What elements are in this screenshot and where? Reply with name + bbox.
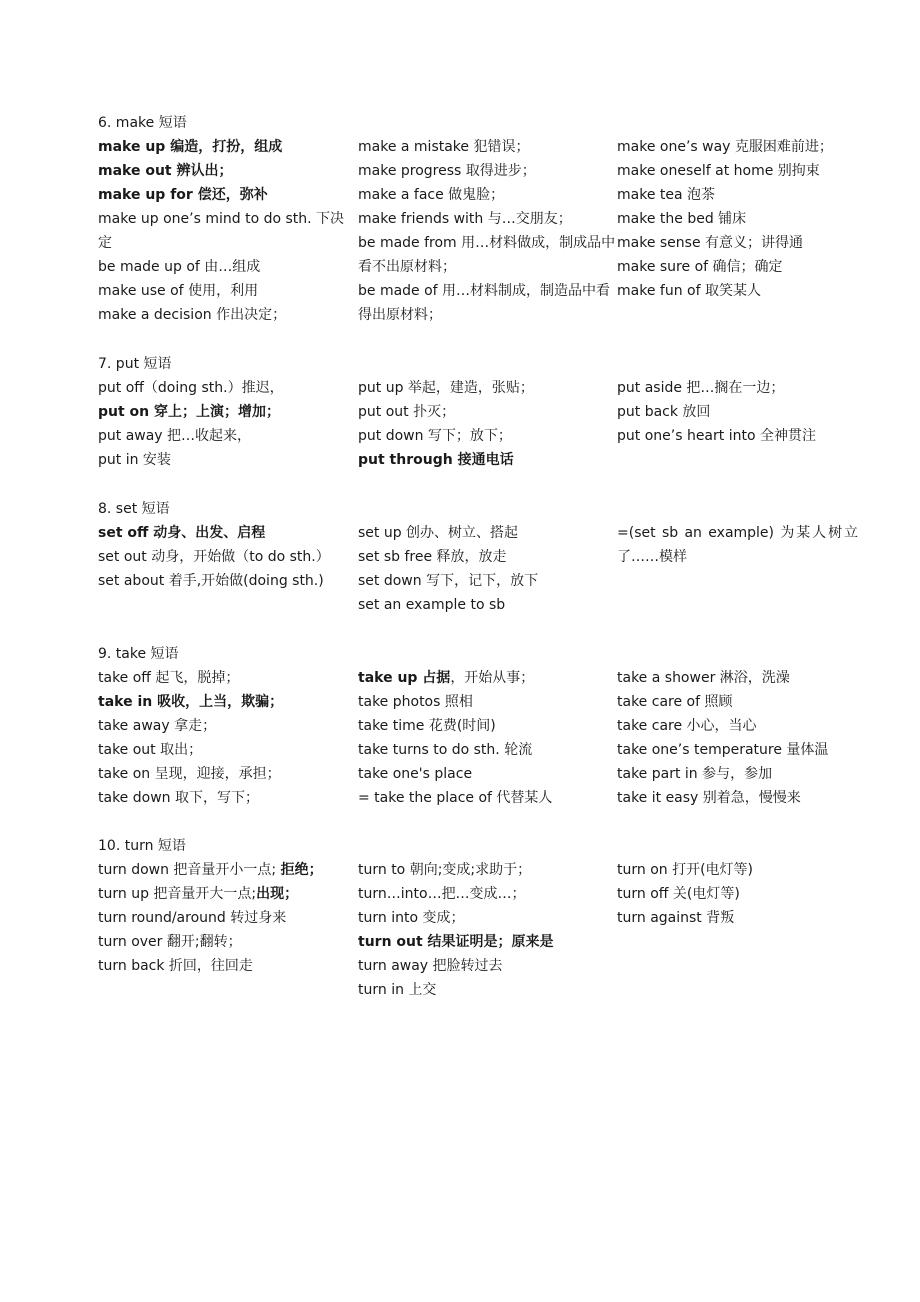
phrase-entry: make sure of 确信；确定 [617, 259, 783, 275]
phrase-entry: set an example to sb [358, 597, 506, 613]
phrase-entry: make out 辨认出； [98, 163, 233, 179]
phrase-entry: turn off 关(电灯等) [617, 886, 740, 902]
phrase-entry: turn on 打开(电灯等) [617, 862, 754, 878]
phrase-column-3 [617, 858, 858, 1002]
phrase-entry: take on 呈现，迎接，承担； [98, 766, 281, 782]
phrase-entry: turn away 把脸转过去 [358, 958, 503, 974]
phrase-column-3 [617, 376, 858, 472]
phrase-section [98, 834, 858, 1002]
section-heading: 8. set 短语 [98, 501, 170, 517]
phrase-column-1 [98, 521, 358, 617]
phrase-entry: take one's place [358, 766, 473, 782]
phrase-entry: = take the place of 代替某人 [358, 790, 553, 806]
phrase-column-1 [98, 858, 358, 1002]
phrase-entry: take in 吸收，上当，欺骗； [98, 694, 284, 710]
phrase-entry: make sense 有意义；讲得通 [617, 235, 804, 251]
phrase-entry: turn out 结果证明是；原来是 [358, 934, 554, 950]
phrase-text-part: 拒绝； [280, 862, 323, 878]
phrase-entry: turn to 朝向;变成;求助于； [358, 862, 532, 878]
phrase-column-3 [617, 521, 858, 617]
phrase-entry: =(set sb an example) 为某人树立了……模样 [617, 525, 858, 565]
phrase-entry: put one’s heart into 全神贯注 [617, 428, 816, 444]
phrase-entry: make up for 偿还，弥补 [98, 187, 268, 203]
phrase-entry: make friends with 与…交朋友； [358, 211, 572, 227]
phrase-entry: set up 创办、树立、搭起 [358, 525, 519, 541]
phrase-entry: take off 起飞，脱掉； [98, 670, 240, 686]
phrase-entry: set sb free 释放，放走 [358, 549, 507, 565]
phrase-entry: take down 取下，写下； [98, 790, 259, 806]
phrase-entry: put back 放回 [617, 404, 711, 420]
phrase-entry: put in 安装 [98, 452, 171, 468]
section-heading: 9. take 短语 [98, 646, 179, 662]
phrase-column-3 [617, 666, 858, 810]
phrase-entry: make a mistake 犯错误； [358, 139, 530, 155]
phrase-entry: take one’s temperature 量体温 [617, 742, 829, 758]
phrase-entry: make a face 做鬼脸； [358, 187, 505, 203]
phrase-text-part: turn down 把音量开小一点; [98, 862, 281, 878]
phrase-entry: take turns to do sth. 轮流 [358, 742, 533, 758]
phrase-columns [98, 666, 858, 810]
phrase-entry: take time 花费(时间) [358, 718, 496, 734]
phrase-section [98, 642, 858, 810]
phrase-column-1 [98, 135, 358, 327]
phrase-entry: put out 扑灭； [358, 404, 456, 420]
phrase-entry: turn back 折回，往回走 [98, 958, 253, 974]
phrase-entry: turn into 变成； [358, 910, 465, 926]
phrase-text-part: 出现； [256, 886, 299, 902]
phrase-entry: turn round/around 转过身来 [98, 910, 287, 926]
phrase-entry: put down 写下；放下； [358, 428, 512, 444]
phrase-entry: take part in 参与，参加 [617, 766, 773, 782]
phrase-column-2 [358, 135, 617, 327]
phrase-entry: take it easy 别着急，慢慢来 [617, 790, 801, 806]
phrase-entry: be made from 用…材料做成，制成品中看不出原材料； [358, 235, 616, 275]
phrase-section [98, 352, 858, 472]
phrase-entry: put up 举起，建造，张贴； [358, 380, 534, 396]
phrase-entry: make oneself at home 别拘束 [617, 163, 820, 179]
phrase-entry: take away 拿走； [98, 718, 217, 734]
phrase-entry: be made up of 由…组成 [98, 259, 261, 275]
phrase-column-2 [358, 858, 617, 1002]
phrase-entry [358, 666, 617, 690]
phrase-text-part: turn up 把音量开大一点; [98, 886, 257, 902]
phrase-column-1 [98, 666, 358, 810]
section-heading: 6. make 短语 [98, 115, 187, 131]
phrase-entry: take care of 照顾 [617, 694, 733, 710]
phrase-entry: take photos 照相 [358, 694, 473, 710]
phrase-column-2 [358, 521, 617, 617]
phrase-entry: set about 着手,开始做(doing sth.) [98, 573, 324, 589]
phrase-entry: set down 写下，记下，放下 [358, 573, 539, 589]
phrase-entry: make use of 使用，利用 [98, 283, 259, 299]
phrase-entry: make one’s way 克服困难前进； [617, 139, 833, 155]
phrase-entry: turn over 翻开;翻转； [98, 934, 242, 950]
phrase-entry: put through 接通电话 [358, 452, 514, 468]
phrase-entry: put on 穿上；上演；增加； [98, 404, 281, 420]
phrase-text-part: ，开始从事； [450, 670, 535, 686]
section-heading: 10. turn 短语 [98, 838, 186, 854]
phrase-entry: make up 编造，打扮，组成 [98, 139, 283, 155]
phrase-entry: turn…into…把…变成…； [358, 886, 526, 902]
phrase-entry: make fun of 取笑某人 [617, 283, 761, 299]
phrase-entry: make up one’s mind to do sth. 下决定 [98, 211, 345, 251]
phrase-section [98, 111, 858, 327]
phrase-columns [98, 521, 858, 617]
phrase-column-2 [358, 666, 617, 810]
phrase-entry: set out 动身，开始做（to do sth.） [98, 549, 330, 565]
phrase-entry: take care 小心，当心 [617, 718, 757, 734]
phrase-text-part: take up 占据 [358, 670, 451, 686]
section-heading: 7. put 短语 [98, 356, 172, 372]
phrase-entry: take out 取出； [98, 742, 203, 758]
phrase-column-2 [358, 376, 617, 472]
phrase-entry [98, 858, 358, 882]
phrase-entry: set off 动身、出发、启程 [98, 525, 266, 541]
phrase-entry: turn against 背叛 [617, 910, 735, 926]
phrase-entry: make the bed 铺床 [617, 211, 747, 227]
phrase-entry: take a shower 淋浴，洗澡 [617, 670, 790, 686]
phrase-entry: turn in 上交 [358, 982, 437, 998]
phrase-entry: be made of 用…材料制成，制造品中看得出原材料； [358, 283, 611, 323]
phrase-entry: put off（doing sth.）推迟， [98, 380, 284, 396]
phrase-entry: put aside 把…搁在一边； [617, 380, 785, 396]
phrase-entry: make progress 取得进步； [358, 163, 536, 179]
phrase-column-3 [617, 135, 858, 327]
phrase-columns [98, 135, 858, 327]
phrase-section [98, 497, 858, 617]
phrase-columns [98, 376, 858, 472]
phrase-entry: make a decision 作出决定； [98, 307, 287, 323]
phrase-entry [98, 882, 358, 906]
phrase-entry: put away 把…收起来， [98, 428, 252, 444]
phrase-columns [98, 858, 858, 1002]
phrase-column-1 [98, 376, 358, 472]
phrase-entry: make tea 泡茶 [617, 187, 716, 203]
